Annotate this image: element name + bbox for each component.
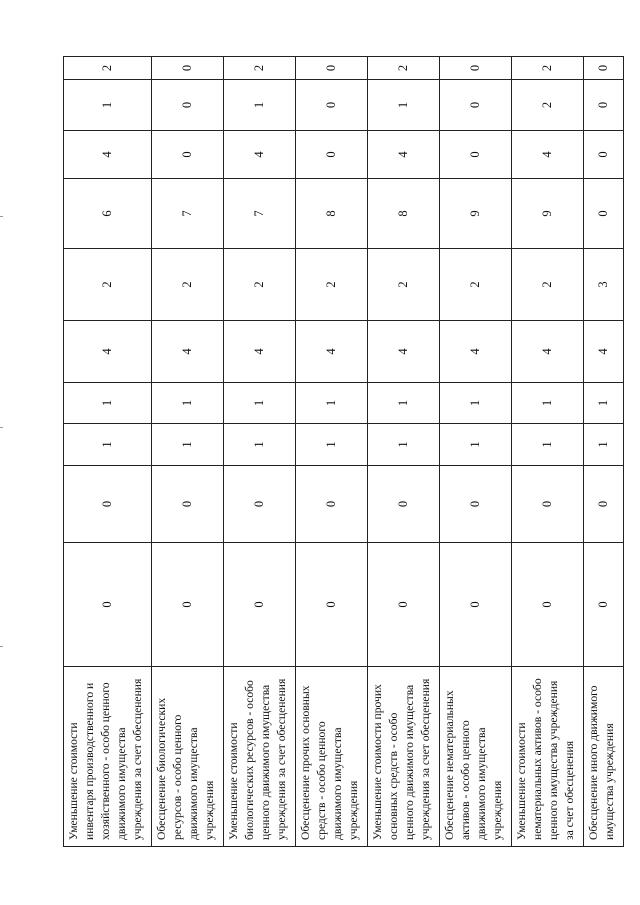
code-cell-col-a: 0 <box>152 543 224 667</box>
row-label: Уменьшение стоимости нематериальных активов - особо ценного имущества учреждения за счет обесценения <box>512 667 584 847</box>
code-cell-col-g: 8 <box>368 179 440 249</box>
code-cell-col-c: 1 <box>224 424 296 466</box>
row-label: Обесценение прочих основных средств - особо ценного движимого имущества учреждения <box>296 667 368 847</box>
code-cell-col-e: 4 <box>64 321 152 383</box>
code-cell-col-f: 2 <box>440 249 512 321</box>
code-cell-col-i: 0 <box>584 80 624 131</box>
code-cell-col-a: 0 <box>368 543 440 667</box>
code-cell-col-a: 0 <box>296 543 368 667</box>
table-row <box>64 57 152 847</box>
code-cell-col-g: 9 <box>512 179 584 249</box>
code-cell-col-h: 4 <box>64 131 152 179</box>
code-cell-col-j: 0 <box>584 57 624 80</box>
table-row <box>584 57 624 847</box>
code-cell-col-i: 2 <box>512 80 584 131</box>
row-label: Уменьшение стоимости инвентаря производственного и хозяйственного - особо ценного движимого имущества учреждения за счет обесценения <box>64 667 152 847</box>
code-cell-col-g: 0 <box>584 179 624 249</box>
code-cell-col-a: 0 <box>440 543 512 667</box>
code-cell-col-j: 0 <box>440 57 512 80</box>
row-label: Обесценение биологических ресурсов - особо ценного движимого имущества учреждения <box>152 667 224 847</box>
code-cell-col-a: 0 <box>64 543 152 667</box>
code-cell-col-d: 1 <box>152 383 224 424</box>
code-cell-col-c: 1 <box>440 424 512 466</box>
code-cell-col-i: 1 <box>368 80 440 131</box>
code-cell-col-g: 8 <box>296 179 368 249</box>
code-cell-col-b: 0 <box>296 466 368 543</box>
code-cell-col-a: 0 <box>224 543 296 667</box>
code-cell-col-e: 4 <box>512 321 584 383</box>
table-body <box>64 57 624 847</box>
code-cell-col-f: 2 <box>64 249 152 321</box>
code-cell-col-g: 6 <box>64 179 152 249</box>
code-cell-col-c: 1 <box>584 424 624 466</box>
margin-mark <box>0 427 3 428</box>
margin-mark <box>0 216 3 217</box>
table-row <box>296 57 368 847</box>
code-cell-col-i: 0 <box>296 80 368 131</box>
code-cell-col-f: 2 <box>224 249 296 321</box>
code-cell-col-c: 1 <box>152 424 224 466</box>
code-cell-col-j: 0 <box>152 57 224 80</box>
code-cell-col-f: 3 <box>584 249 624 321</box>
code-cell-col-g: 9 <box>440 179 512 249</box>
code-cell-col-b: 0 <box>224 466 296 543</box>
code-cell-col-f: 2 <box>368 249 440 321</box>
code-cell-col-g: 7 <box>152 179 224 249</box>
code-cell-col-i: 0 <box>440 80 512 131</box>
code-cell-col-e: 4 <box>584 321 624 383</box>
rotated-table-wrapper <box>63 57 616 847</box>
code-cell-col-i: 1 <box>64 80 152 131</box>
code-cell-col-h: 0 <box>440 131 512 179</box>
margin-mark <box>0 646 3 647</box>
code-cell-col-h: 0 <box>584 131 624 179</box>
code-cell-col-c: 1 <box>512 424 584 466</box>
code-cell-col-i: 1 <box>224 80 296 131</box>
code-cell-col-b: 0 <box>64 466 152 543</box>
code-cell-col-j: 2 <box>64 57 152 80</box>
code-cell-col-j: 2 <box>224 57 296 80</box>
code-cell-col-e: 4 <box>224 321 296 383</box>
code-cell-col-f: 2 <box>152 249 224 321</box>
code-cell-col-d: 1 <box>296 383 368 424</box>
code-cell-col-e: 4 <box>440 321 512 383</box>
code-cell-col-c: 1 <box>368 424 440 466</box>
code-cell-col-d: 1 <box>584 383 624 424</box>
code-cell-col-c: 1 <box>296 424 368 466</box>
code-cell-col-d: 1 <box>512 383 584 424</box>
table-row <box>368 57 440 847</box>
code-cell-col-d: 1 <box>64 383 152 424</box>
code-cell-col-h: 4 <box>224 131 296 179</box>
code-cell-col-i: 0 <box>152 80 224 131</box>
code-cell-col-a: 0 <box>584 543 624 667</box>
code-cell-col-d: 1 <box>224 383 296 424</box>
code-cell-col-c: 1 <box>64 424 152 466</box>
table-row <box>512 57 584 847</box>
code-cell-col-j: 2 <box>368 57 440 80</box>
code-cell-col-b: 0 <box>512 466 584 543</box>
code-cell-col-b: 0 <box>152 466 224 543</box>
code-cell-col-a: 0 <box>512 543 584 667</box>
code-cell-col-b: 0 <box>368 466 440 543</box>
code-cell-col-d: 1 <box>440 383 512 424</box>
row-label: Обесценение нематериальных активов - особо ценного движимого имущества учреждения <box>440 667 512 847</box>
table-row <box>224 57 296 847</box>
code-cell-col-h: 4 <box>512 131 584 179</box>
code-cell-col-b: 0 <box>584 466 624 543</box>
code-cell-col-d: 1 <box>368 383 440 424</box>
table-row <box>440 57 512 847</box>
code-cell-col-b: 0 <box>440 466 512 543</box>
row-label: Уменьшение стоимости биологических ресурсов - особо ценного движимого имущества учреждения за счет обесценения <box>224 667 296 847</box>
code-cell-col-e: 4 <box>296 321 368 383</box>
code-cell-col-h: 4 <box>368 131 440 179</box>
code-cell-col-j: 2 <box>512 57 584 80</box>
code-cell-col-f: 2 <box>296 249 368 321</box>
code-cell-col-h: 0 <box>296 131 368 179</box>
code-cell-col-e: 4 <box>152 321 224 383</box>
code-cell-col-h: 0 <box>152 131 224 179</box>
table-row <box>152 57 224 847</box>
code-cell-col-g: 7 <box>224 179 296 249</box>
code-cell-col-f: 2 <box>512 249 584 321</box>
code-cell-col-j: 0 <box>296 57 368 80</box>
row-label: Обесценение иного движимого имущества учреждения <box>584 667 624 847</box>
code-cell-col-e: 4 <box>368 321 440 383</box>
accounts-table <box>63 56 624 847</box>
row-label: Уменьшение стоимости прочих основных средств - особо ценного движимого имущества учреждения за счет обесценения <box>368 667 440 847</box>
